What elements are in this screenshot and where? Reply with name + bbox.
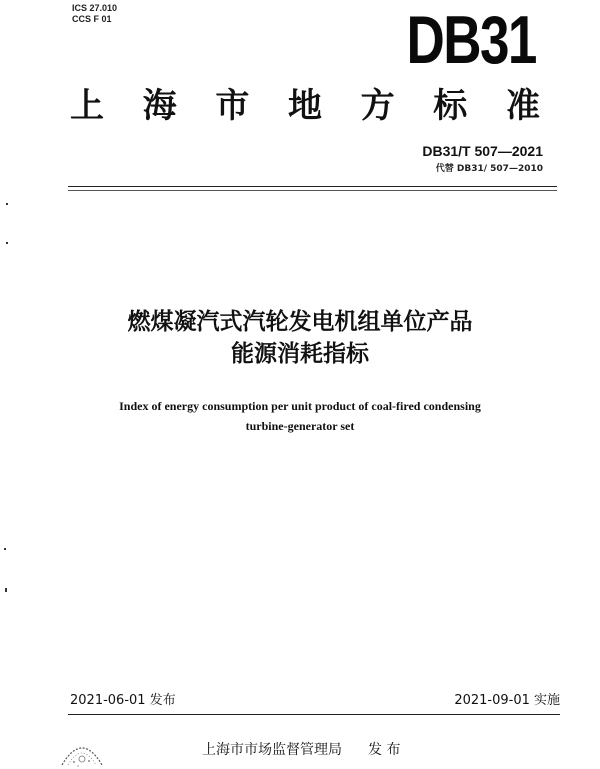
issuer-line — [202, 741, 400, 759]
chinese-title-line-1: 燃煤凝汽式汽轮发电机组单位产品 — [127, 309, 473, 335]
issuer-name: 上海市市场监督管理局 — [202, 742, 342, 758]
chinese-title — [0, 306, 600, 370]
issue-label: 发 布 — [368, 742, 401, 758]
heading-char: 标 — [433, 86, 468, 126]
ics-code: ICS 27.010 — [72, 3, 118, 13]
heading-char: 方 — [360, 86, 395, 126]
english-title — [0, 396, 600, 436]
scan-speck — [5, 588, 7, 592]
english-title-line-2: turbine-generator set — [245, 419, 355, 433]
classification-codes — [72, 3, 117, 25]
heading-char: 海 — [142, 86, 177, 126]
scan-speck — [6, 203, 8, 205]
local-standard-heading — [70, 86, 540, 126]
heading-char: 市 — [215, 86, 250, 126]
publish-date: 2021-06-01 发布 — [70, 693, 176, 708]
heading-char: 地 — [287, 86, 322, 126]
standard-number: DB31/T 507—2021 — [422, 143, 543, 159]
db31-logo: DB31 — [406, 2, 536, 78]
replaces-standard: 代替 DB31/ 507—2010 — [435, 164, 543, 174]
issuer-seal-icon — [58, 735, 106, 769]
scan-speck — [6, 242, 8, 244]
english-title-line-1: Index of energy consumption per unit product of coal-fired condensing — [119, 399, 481, 413]
ccs-code: CCS F 01 — [72, 14, 112, 24]
header-divider — [68, 186, 557, 187]
scan-speck — [4, 548, 6, 550]
date-row — [70, 693, 560, 709]
header-divider-thin — [68, 190, 557, 191]
heading-char: 准 — [505, 86, 540, 126]
implement-date: 2021-09-01 实施 — [454, 693, 560, 708]
heading-char: 上 — [70, 86, 104, 126]
footer-divider — [68, 714, 560, 715]
chinese-title-line-2: 能源消耗指标 — [231, 341, 369, 367]
